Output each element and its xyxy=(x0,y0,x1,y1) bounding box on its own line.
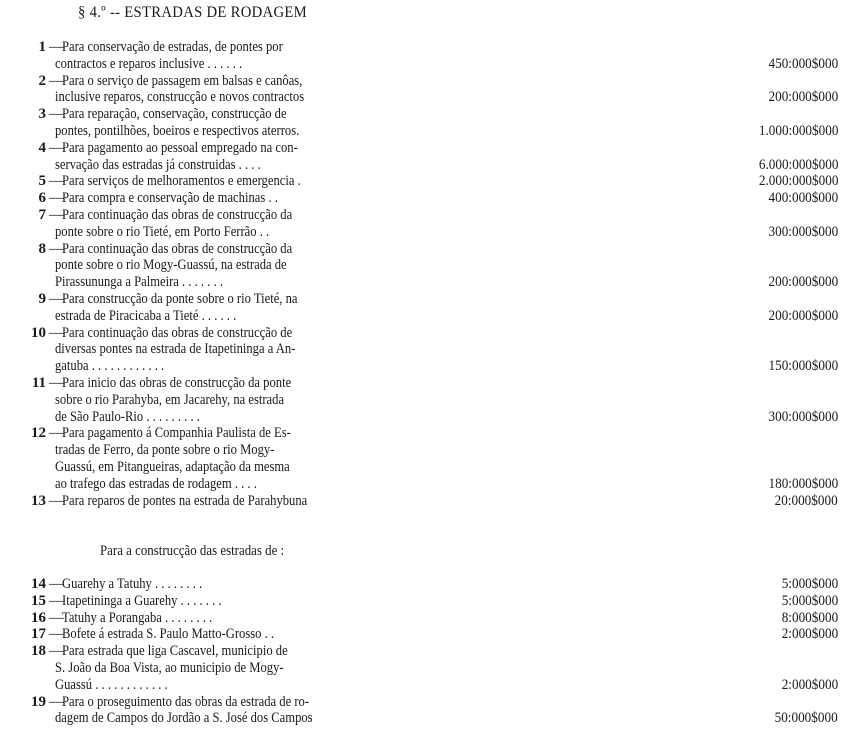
budget-item-line xyxy=(0,224,856,241)
budget-item-line xyxy=(0,677,856,694)
item-description: ponte sobre o rio Mogy-Guassú, na estrada de xyxy=(55,257,287,274)
budget-item-line xyxy=(0,409,856,426)
item-description: contractos e reparos inclusive . . . . . . xyxy=(55,55,243,72)
dash-separator: — xyxy=(49,643,64,660)
item-description: Para o proseguimento das obras da estrada de ro- xyxy=(62,693,310,710)
item-amount: 400:000$000 xyxy=(768,190,838,207)
item-description: ao trafego das estradas de rodagem . . . . xyxy=(55,475,257,492)
budget-item-line xyxy=(0,626,856,643)
item-number: 19 xyxy=(31,693,46,710)
item-description: Tatuhy a Porangaba . . . . . . . . xyxy=(62,609,213,626)
item-description: Para reparos de pontes na estrada de Parahybuna xyxy=(62,492,308,509)
dash-separator: — xyxy=(49,609,64,626)
item-number: 3 xyxy=(38,106,46,123)
budget-item-line xyxy=(0,274,856,291)
item-amount: 300:000$000 xyxy=(768,223,838,240)
item-amount: 50:000$000 xyxy=(774,710,838,727)
budget-item-line xyxy=(0,173,856,190)
budget-item-line xyxy=(0,123,856,140)
item-number: 7 xyxy=(38,206,46,223)
item-amount: 180:000$000 xyxy=(768,475,838,492)
item-number: 1 xyxy=(38,39,46,55)
item-number: 4 xyxy=(38,139,46,156)
item-description: Para inicio das obras de construcção da ponte xyxy=(62,374,292,391)
item-description: de São Paulo-Rio . . . . . . . . . xyxy=(55,408,200,425)
budget-item-line xyxy=(0,476,856,493)
budget-item-line xyxy=(0,241,856,258)
item-amount: 200:000$000 xyxy=(768,274,838,291)
item-description: Pirassununga a Palmeira . . . . . . . xyxy=(55,274,223,291)
item-description: tradas de Ferro, da ponte sobre o rio Mogy- xyxy=(55,442,275,459)
item-description: Para continuação das obras de construcção da xyxy=(62,206,293,223)
item-description: servação das estradas já construidas . . . . xyxy=(55,156,261,173)
budget-item-line xyxy=(0,39,856,56)
item-amount: 2:000$000 xyxy=(781,676,838,693)
item-number: 13 xyxy=(31,492,46,509)
budget-items-part2 xyxy=(0,576,856,727)
budget-item-line xyxy=(0,593,856,610)
section-title: § 4.º -- ESTRADAS DE RODAGEM xyxy=(78,4,308,21)
item-description: Para pagamento ao pessoal empregado na con- xyxy=(62,139,298,156)
item-description: Para reparação, conservação, construcção de xyxy=(62,106,287,123)
item-number: 10 xyxy=(31,324,46,341)
dash-separator: — xyxy=(49,190,64,207)
item-description: Para serviços de melhoramentos e emergencia . xyxy=(62,173,301,190)
item-amount: 5:000$000 xyxy=(781,592,838,609)
item-description: Para continuação das obras de construcção de xyxy=(62,324,293,341)
item-amount: 300:000$000 xyxy=(768,408,838,425)
budget-item-line xyxy=(0,89,856,106)
budget-item-line xyxy=(0,643,856,660)
dash-separator: — xyxy=(49,106,64,123)
dash-separator: — xyxy=(49,139,64,156)
item-description: Bofete á estrada S. Paulo Matto-Grosso . . xyxy=(62,626,275,643)
item-number: 2 xyxy=(38,72,46,89)
budget-item-line xyxy=(0,392,856,409)
item-description: Para conservação de estradas, de pontes por xyxy=(62,39,283,55)
item-description: Guassú . . . . . . . . . . . . xyxy=(55,676,168,693)
item-amount: 2:000$000 xyxy=(781,626,838,643)
dash-separator: — xyxy=(49,626,64,643)
budget-item-line xyxy=(0,442,856,459)
budget-item-line xyxy=(0,325,856,342)
item-amount: 5:000$000 xyxy=(781,576,838,592)
dash-separator: — xyxy=(49,576,64,592)
budget-item-line xyxy=(0,56,856,73)
budget-item-line xyxy=(0,106,856,123)
item-number: 5 xyxy=(38,173,46,190)
item-description: Para estrada que liga Cascavel, municipio de xyxy=(62,643,288,660)
item-description: Itapetininga a Guarehy . . . . . . . xyxy=(62,592,222,609)
budget-item-line xyxy=(0,190,856,207)
budget-item-line xyxy=(0,576,856,593)
item-description: Para o serviço de passagem em balsas e canôas, xyxy=(62,72,303,89)
dash-separator: — xyxy=(49,374,64,391)
item-description: S. João da Boa Vista, ao municipio de Mogy- xyxy=(55,659,284,676)
budget-item-line xyxy=(0,257,856,274)
item-description: ponte sobre o rio Tieté, em Porto Ferrão . . xyxy=(55,223,270,240)
item-number: 18 xyxy=(31,643,46,660)
dash-separator: — xyxy=(49,240,64,257)
budget-item-line xyxy=(0,694,856,711)
budget-item-line xyxy=(0,341,856,358)
item-amount: 450:000$000 xyxy=(768,55,838,72)
budget-item-line xyxy=(0,375,856,392)
item-amount: 200:000$000 xyxy=(768,307,838,324)
item-description: Para continuação das obras de construcção da xyxy=(62,240,293,257)
budget-item-line xyxy=(0,425,856,442)
dash-separator: — xyxy=(49,492,64,509)
budget-item-line xyxy=(0,710,856,727)
item-description: Para compra e conservação de machinas . . xyxy=(62,190,278,207)
item-number: 15 xyxy=(31,592,46,609)
item-number: 9 xyxy=(38,290,46,307)
item-amount: 200:000$000 xyxy=(768,89,838,106)
dash-separator: — xyxy=(49,324,64,341)
budget-item-line xyxy=(0,459,856,476)
budget-item-line xyxy=(0,157,856,174)
budget-item-line xyxy=(0,610,856,627)
item-description: estrada de Piracicaba a Tieté . . . . . . xyxy=(55,307,237,324)
item-number: 17 xyxy=(31,626,46,643)
item-number: 8 xyxy=(38,240,46,257)
budget-item-line xyxy=(0,308,856,325)
item-description: pontes, pontilhões, boeiros e respectivos aterros. xyxy=(55,122,300,139)
item-description: Para pagamento á Companhia Paulista de Es- xyxy=(62,425,291,442)
item-amount: 150:000$000 xyxy=(768,358,838,375)
dash-separator: — xyxy=(49,425,64,442)
budget-item-line xyxy=(0,73,856,90)
item-description: Guarehy a Tatuhy . . . . . . . . xyxy=(62,576,203,592)
item-description: dagem de Campos do Jordão a S. José dos Campos xyxy=(55,710,313,727)
item-description: sobre o rio Parahyba, em Jacarehy, na estrada xyxy=(55,391,285,408)
budget-item-line xyxy=(0,660,856,677)
item-description: Para construcção da ponte sobre o rio Tieté, na xyxy=(62,290,298,307)
budget-item-line xyxy=(0,358,856,375)
item-number: 11 xyxy=(31,374,46,391)
item-amount: 8:000$000 xyxy=(781,609,838,626)
item-number: 6 xyxy=(38,190,46,207)
dash-separator: — xyxy=(49,39,64,55)
dash-separator: — xyxy=(49,173,64,190)
item-description: inclusive reparos, construcção e novos contractos xyxy=(55,89,305,106)
dash-separator: — xyxy=(49,592,64,609)
item-description: gatuba . . . . . . . . . . . . xyxy=(55,358,165,375)
item-description: Guassú, em Pitangueiras, adaptação da mesma xyxy=(55,458,290,475)
item-number: 14 xyxy=(31,576,46,592)
subheading: Para a construcção das estradas de : xyxy=(100,543,285,559)
budget-items-part1 xyxy=(0,39,856,509)
dash-separator: — xyxy=(49,693,64,710)
item-amount: 20:000$000 xyxy=(774,492,838,509)
budget-item-line xyxy=(0,207,856,224)
dash-separator: — xyxy=(49,206,64,223)
item-amount: 6.000:000$000 xyxy=(758,156,838,173)
item-number: 16 xyxy=(31,609,46,626)
dash-separator: — xyxy=(49,290,64,307)
budget-item-line xyxy=(0,493,856,510)
item-amount: 1.000:000$000 xyxy=(758,122,838,139)
item-description: diversas pontes na estrada de Itapetininga a An- xyxy=(55,341,296,358)
item-amount: 2.000:000$000 xyxy=(758,173,838,190)
item-number: 12 xyxy=(31,425,46,442)
budget-item-line xyxy=(0,291,856,308)
budget-item-line xyxy=(0,140,856,157)
dash-separator: — xyxy=(49,72,64,89)
